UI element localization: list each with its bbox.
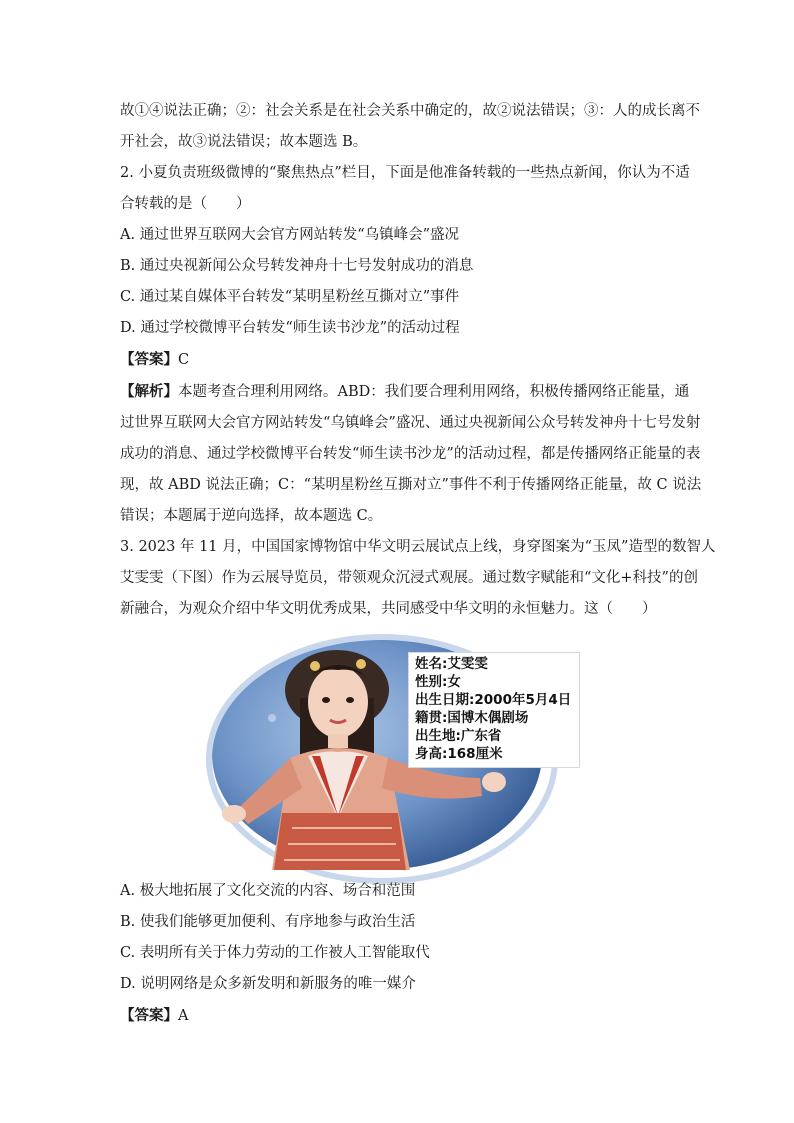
answer [120,1000,680,1032]
info-card [408,652,580,768]
analysis-line: 【解析】本题考查合理利用网络。ABD：我们要合理利用网络，积极传播网络正能量，通 [120,383,690,400]
option-b: B. 使我们能够更加便利、有序地参与政治生活 [120,914,416,930]
text-line: 故①④说法正确；②：社会关系是在社会关系中确定的，故②说法错误；③：人的成长离不 [120,103,700,119]
text-line: 开社会，故③说法错误；故本题选 B。 [120,134,368,150]
option-c: C. 表明所有关于体力劳动的工作被人工智能取代 [120,945,430,961]
info-birthplace: 出生地:广东省 [415,728,502,744]
document-body [120,96,716,625]
option-a: A. 通过世界互联网大会官方网站转发“乌镇峰会”盛况 [120,227,460,243]
analysis-line: 过世界互联网大会官方网站转发“乌镇峰会”盛况、通过央视新闻公众号转发神舟十七号发射 [120,415,701,431]
answer [120,344,680,376]
option-c: C. 通过某自媒体平台转发“某明星粉丝互撕对立”事件 [120,289,460,305]
question-stem: 艾雯雯（下图）作为云展导览员，带领观众沉浸式观展。通过数字赋能和“文化+科技”的创 [120,570,698,586]
option-a: A. 极大地拓展了文化交流的内容、场合和范围 [120,883,416,899]
info-gender: 性别:女 [415,674,461,690]
info-birthdate: 出生日期:2000年5月4日 [415,692,572,708]
question-3-options [120,876,680,1032]
analysis-line: 错误；本题属于逆向选择，故本题选 C。 [120,508,383,524]
info-origin: 籍贯:国博木偶剧场 [415,710,529,726]
analysis-line: 成功的消息、通过学校微博平台转发“师生读书沙龙”的活动过程，都是传播网络正能量的表 [120,446,701,462]
question-2 [120,158,702,532]
digital-human-figure [212,638,586,870]
answer-label: 【答案】 [120,351,178,368]
analysis-line: 现，故 ABD 说法正确；C：“某明星粉丝互撕对立”事件不利于传播网络正能量，故 C 说法 [120,477,702,493]
question-stem: 2. 小夏负责班级微博的“聚焦热点”栏目，下面是他准备转载的一些热点新闻，你认为不适 [120,165,690,181]
answer-value: A [178,1008,189,1024]
option-d: D. 通过学校微博平台转发“师生读书沙龙”的活动过程 [120,320,460,336]
question-stem: 合转载的是（ ） [120,196,251,212]
analysis-label: 【解析】 [120,383,178,400]
top-paragraph [120,96,700,158]
answer-label: 【答案】 [120,1007,178,1024]
option-b: B. 通过央视新闻公众号转发神舟十七号发射成功的消息 [120,258,474,274]
question-stem: 3. 2023 年 11 月，中国国家博物馆中华文明云展试点上线，身穿图案为“玉凤”造型的数智人 [120,539,716,555]
info-height: 身高:168厘米 [415,746,503,762]
option-d: D. 说明网络是众多新发明和新服务的唯一媒介 [120,976,416,992]
analysis [120,376,702,532]
answer-value: C [178,352,190,368]
info-name: 姓名:艾雯雯 [415,656,488,672]
question-stem: 新融合，为观众介绍中华文明优秀成果，共同感受中华文明的永恒魅力。这（ ） [120,601,657,617]
question-3 [120,532,716,625]
